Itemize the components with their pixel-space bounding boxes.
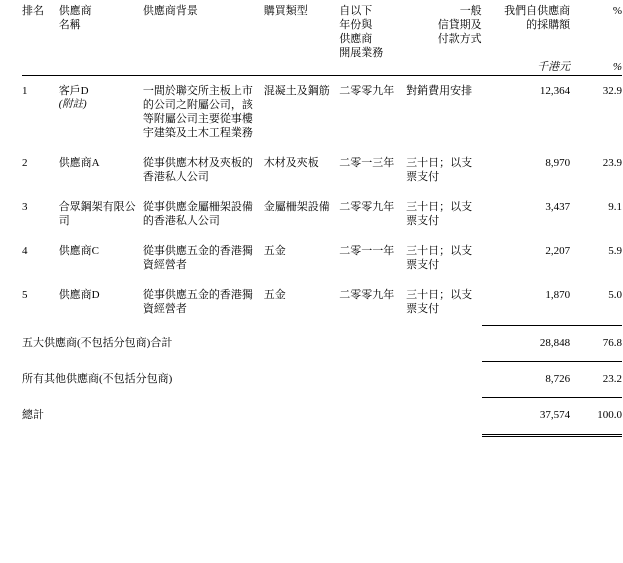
summary-rule-double-amount — [482, 432, 570, 436]
table-body — [22, 76, 622, 325]
summary-percent-others: 23.2 — [602, 373, 622, 385]
unit-blank-6 — [406, 60, 482, 74]
document-page — [0, 4, 623, 563]
cell-background: 從事供應金屬柵架設備的香港私人公司 — [142, 201, 253, 227]
header-credit-line3: 付款方式 — [437, 33, 482, 45]
cell-background: 從事供應五金的香港獨資經營者 — [142, 289, 253, 315]
cell-years: 二零零九年 — [339, 201, 395, 213]
supplier-name-text: 客戶D — [58, 85, 89, 97]
header-supplier-name-line2: 名稱 — [58, 19, 81, 31]
table-summary — [22, 324, 622, 436]
header-purchase-amount — [482, 4, 570, 60]
header-credit-terms — [406, 4, 482, 60]
header-rank-line1: 排名 — [22, 5, 44, 17]
header-credit-line2: 信貸期及 — [437, 19, 482, 31]
cell-rank: 3 — [22, 201, 28, 213]
cell-amount: 1,870 — [545, 289, 571, 301]
unit-blank-5 — [339, 60, 406, 74]
table-row — [22, 76, 622, 149]
cell-amount: 2,207 — [545, 245, 571, 257]
supplier-name-note: (附註) — [58, 99, 87, 110]
header-purchase-type-line1: 購買類型 — [263, 5, 308, 17]
header-credit-line1: 一般 — [459, 5, 482, 17]
cell-supplier-name: 供應商D — [58, 289, 100, 301]
table-row — [22, 192, 622, 236]
cell-rank: 5 — [22, 289, 28, 301]
header-purchase-type — [264, 4, 340, 60]
cell-rank: 2 — [22, 157, 28, 169]
cell-percent: 32.9 — [602, 85, 622, 97]
unit-blank-3 — [143, 60, 264, 74]
cell-years: 二零一一年 — [339, 245, 395, 257]
cell-credit: 三十日；以支票支付 — [406, 289, 473, 315]
unit-percent: % — [612, 61, 622, 73]
cell-credit: 三十日；以支票支付 — [406, 201, 473, 227]
header-rank — [22, 4, 59, 60]
cell-percent: 5.0 — [608, 289, 622, 301]
summary-percent-top5: 76.8 — [602, 337, 622, 349]
header-years-line4: 開展業務 — [339, 47, 384, 59]
cell-percent: 23.9 — [602, 157, 622, 169]
cell-purchase-type: 木材及夾板 — [263, 157, 319, 169]
cell-years: 二零一三年 — [339, 157, 395, 169]
cell-purchase-type: 混凝土及鋼筋 — [263, 85, 330, 97]
header-supplier-name — [59, 4, 143, 60]
summary-rule-double — [22, 432, 622, 436]
cell-background: 從事供應五金的香港獨資經營者 — [142, 245, 253, 271]
header-years-business — [339, 4, 406, 60]
cell-supplier-name: 供應商A — [58, 157, 100, 169]
header-background-line1: 供應商背景 — [142, 5, 198, 17]
header-percent-line1: % — [612, 5, 622, 17]
cell-credit: 對銷費用安排 — [406, 85, 473, 97]
summary-amount-others: 8,726 — [545, 373, 571, 385]
summary-rule-double-percent — [570, 432, 622, 436]
cell-background: 一間於聯交所主板上市的公司之附屬公司，該等附屬公司主要從事樓宇建築及土木工程業務 — [142, 85, 253, 139]
cell-credit: 三十日；以支票支付 — [406, 157, 473, 183]
cell-amount: 12,364 — [539, 85, 571, 97]
summary-percent-total: 100.0 — [597, 409, 622, 421]
cell-years: 二零零九年 — [339, 85, 395, 97]
unit-row — [22, 60, 622, 74]
cell-percent: 5.9 — [608, 245, 622, 257]
header-years-line2: 年份與 — [339, 19, 373, 31]
header-years-line1: 自以下 — [339, 5, 373, 17]
header-background — [143, 4, 264, 60]
cell-credit: 三十日；以支票支付 — [406, 245, 473, 271]
summary-amount-top5: 28,848 — [539, 337, 571, 349]
summary-row-total — [22, 398, 622, 433]
cell-background: 從事供應木材及夾板的香港私人公司 — [142, 157, 253, 183]
header-amount-line1: 我們自供應商 — [504, 5, 571, 17]
cell-supplier-name: 合眾鋼架有限公司 — [58, 201, 136, 227]
cell-years: 二零零九年 — [339, 289, 395, 301]
table-row — [22, 236, 622, 280]
summary-rule-double-blank — [22, 432, 482, 436]
unit-blank-2 — [59, 60, 143, 74]
unit-blank-4 — [264, 60, 340, 74]
summary-label-total: 總計 — [22, 408, 44, 421]
cell-rank: 4 — [22, 245, 28, 257]
summary-label-top5: 五大供應商(不包括分包商)合計 — [22, 336, 173, 349]
summary-row-top5 — [22, 326, 622, 361]
supplier-table — [22, 4, 622, 437]
cell-purchase-type: 五金 — [263, 245, 286, 257]
cell-purchase-type: 五金 — [263, 289, 286, 301]
header-supplier-name-line1: 供應商 — [58, 5, 92, 17]
cell-supplier-name: 供應商C — [58, 245, 100, 257]
header-percent — [570, 4, 622, 60]
header-amount-line2: 的採購額 — [526, 19, 571, 31]
cell-amount: 3,437 — [545, 201, 571, 213]
cell-percent: 9.1 — [608, 201, 622, 213]
summary-label-others: 所有其他供應商(不包括分包商) — [22, 372, 173, 385]
cell-supplier-name — [59, 76, 143, 149]
summary-amount-total: 37,574 — [539, 409, 571, 421]
header-years-line3: 供應商 — [339, 33, 373, 45]
table-row — [22, 148, 622, 192]
cell-rank: 1 — [22, 85, 28, 97]
summary-row-others — [22, 362, 622, 397]
table-row — [22, 280, 622, 324]
table-header — [22, 4, 622, 76]
cell-amount: 8,970 — [545, 157, 571, 169]
unit-amount: 千港元 — [537, 61, 571, 73]
cell-purchase-type: 金屬柵架設備 — [263, 201, 330, 213]
unit-blank-1 — [22, 60, 59, 74]
